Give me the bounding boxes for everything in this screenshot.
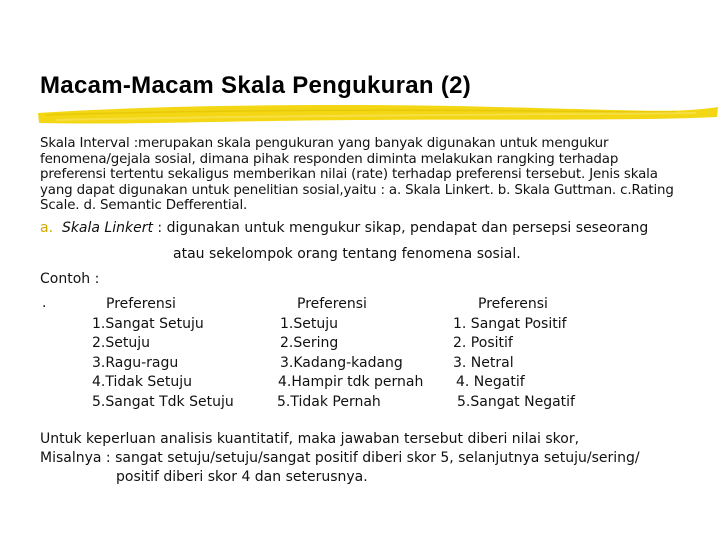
preference-column-1 bbox=[92, 295, 234, 412]
list-item: 4.Tidak Setuju bbox=[92, 374, 193, 390]
list-item: 3. Netral bbox=[453, 354, 514, 371]
item-a-line bbox=[40, 220, 680, 236]
list-item: 1.Sangat Setuju bbox=[92, 315, 204, 332]
list-item: 2. Positif bbox=[453, 335, 513, 351]
title-underline bbox=[36, 101, 720, 127]
column-heading: Preferensi bbox=[478, 296, 548, 312]
intro-lead-term: Skala Interval bbox=[40, 136, 130, 151]
list-item: 2.Setuju bbox=[92, 335, 150, 351]
list-item: 5.Sangat Negatif bbox=[457, 393, 575, 410]
column-heading: Preferensi bbox=[106, 296, 176, 312]
item-a-term: Skala Linkert bbox=[61, 220, 153, 236]
footer-line-1: Untuk keperluan analisis kuantitatif, maka jawaban tersebut diberi nilai skor, bbox=[40, 431, 580, 447]
list-item: 3.Ragu-ragu bbox=[92, 354, 179, 371]
preference-column-3 bbox=[453, 295, 575, 412]
intro-paragraph bbox=[40, 136, 680, 214]
item-a-text: : digunakan untuk mengukur sikap, pendapat dan persepsi seseorang bbox=[152, 220, 649, 236]
list-item: 4.Hampir tdk pernah bbox=[278, 374, 424, 390]
list-item: 5.Tidak Pernah bbox=[277, 393, 381, 410]
list-item: 2.Sering bbox=[280, 335, 339, 351]
list-item: 1.Setuju bbox=[280, 315, 338, 332]
intro-text: :merupakan skala pengukuran yang banyak digunakan untuk mengukur fenomena/gejala sosial, dimana pihak responden diminta melakukan rangking terhadap preferensi tertentu sekaligus memberikan nilai (rate) terhadap preferensi tersebut. Jenis skala yang dapat digunakan untuk penelitian sosial,yaitu : a. Skala Linkert. b. Skala Guttman. c.Rating Scale. d. Semantic Defferential. bbox=[40, 136, 674, 213]
slide-title: Macam-Macam Skala Pengukuran (2) bbox=[40, 72, 472, 99]
list-item: 4. Negatif bbox=[456, 374, 525, 390]
list-item: 3.Kadang-kadang bbox=[280, 354, 403, 371]
footer-line-2: Misalnya : sangat setuju/setuju/sangat positif diberi skor 5, selanjutnya setuju/sering/ bbox=[40, 450, 640, 466]
footer-line-3: positif diberi skor 4 dan seterusnya. bbox=[116, 469, 368, 485]
footer-paragraph bbox=[40, 430, 700, 487]
list-item: 5.Sangat Tdk Setuju bbox=[92, 393, 234, 410]
item-a-continuation: atau sekelompok orang tentang fenomena sosial. bbox=[173, 246, 521, 262]
item-a-letter: a. bbox=[40, 220, 54, 236]
contoh-label: Contoh : bbox=[40, 271, 100, 287]
list-dot: . bbox=[42, 295, 47, 311]
column-heading: Preferensi bbox=[297, 296, 367, 312]
preference-column-2 bbox=[277, 295, 423, 412]
list-item: 1. Sangat Positif bbox=[453, 315, 567, 332]
